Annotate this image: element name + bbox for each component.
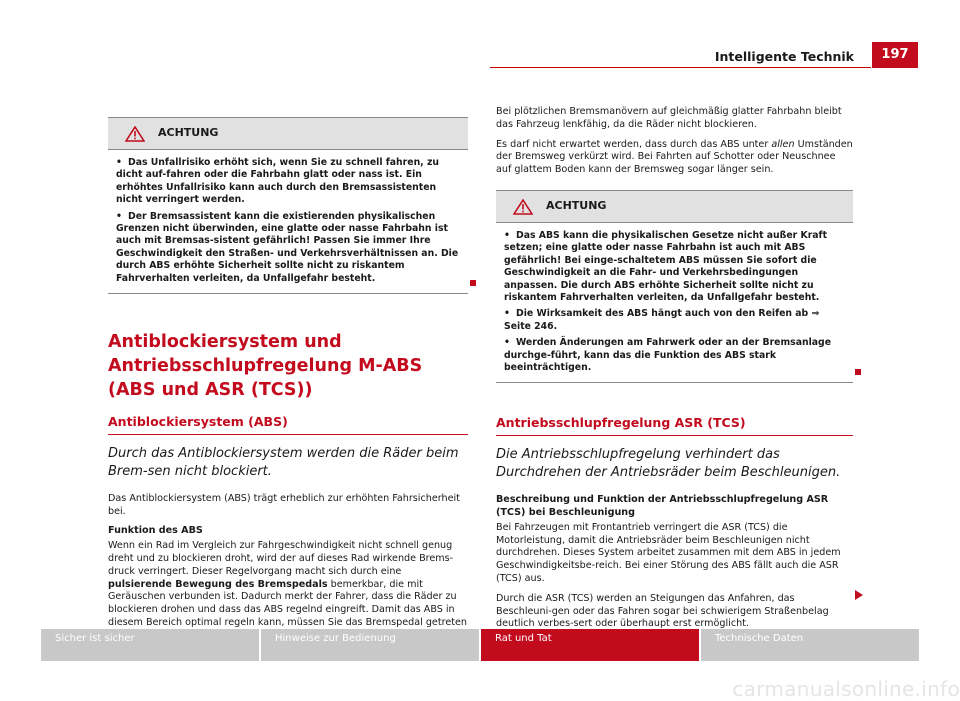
- footer-tab-sicher[interactable]: Sicher ist sicher: [41, 629, 259, 661]
- section-title: Antiblockiersystem und Antriebsschlupfregelung M-ABS (ABS und ASR (TCS)): [108, 332, 423, 401]
- warning-triangle-icon: [125, 126, 145, 142]
- warning-item: • Das ABS kann die physikalischen Gesetze nicht außer Kraft setzen; eine glatte oder nasse Fahrbahn ist auch mit ABS gefährlich! Bei einge-schaltetem ABS müssen Sie sofort die Geschwindigkeit an die Fahr- und Verkehrsbedingungen anpassen. Die durch ABS erhöhte Sicherheit sollte nicht zu riskantem Fahrverhalten verleiten, da Unfallgefahr besteht.: [504, 229, 828, 304]
- warning-title: ACHTUNG: [158, 126, 219, 139]
- warning-body: [108, 150, 468, 293]
- warning-item: • Das Unfallrisiko erhöht sich, wenn Sie zu schnell fahren, zu dicht auf-fahren oder die Fahrbahn glatt oder nass ist. Ein erhöhtes Unfallrisiko kann auch durch den Bremsassistenten nicht verringert werden.: [116, 157, 439, 206]
- right-column: [496, 106, 853, 638]
- warning-header: [496, 191, 853, 223]
- warning-item: • Werden Änderungen am Fahrwerk oder an der Bremsanlage durchge-führt, kann das die Funktion des ABS stark beeinträchtigen.: [504, 337, 832, 374]
- warning-body: [496, 223, 853, 382]
- warning-triangle-icon: [513, 199, 533, 215]
- paragraph: Wenn ein Rad im Vergleich zur Fahrgeschwindigkeit nicht schnell genug dreht und zu blockieren droht, wird der auf dieses Rad wirkende Brems-druck verringert. Dieser Regelvorgang macht sich durch eine pulsierende Bewegung des Bremspedals bemerkbar, die mit Geräuschen verbunden ist. Dadurch merkt der Fahrer, dass die Räder zu blockieren drohen und dass das ABS regelnd eingreift. Damit das ABS in diesem Bereich optimal regeln kann, müssen Sie das Bremspedal getreten: [108, 540, 467, 629]
- paragraph-heading: Beschreibung und Funktion der Antriebsschlupfregelung ASR (TCS) bei Beschleunigung: [496, 494, 829, 519]
- watermark: carmanualsonline.info: [732, 677, 960, 701]
- end-marker-icon: [855, 369, 861, 375]
- footer-tab-technische-daten[interactable]: Technische Daten: [701, 629, 919, 661]
- lead-text: Die Antriebsschlupfregelung verhindert das Durchdrehen der Antriebsräder beim Beschleunigen.: [496, 447, 841, 481]
- paragraph: Bei Fahrzeugen mit Frontantrieb verringert die ASR (TCS) die Motorleistung, damit die Antriebsräder beim Beschleunigen nicht durchdrehen. Dieses System arbeitet zusammen mit dem ABS in jedem Geschwindigkeitsbe-reich. Bei einer Störung des ABS fällt auch die ASR (TCS) aus.: [496, 521, 841, 585]
- paragraph-heading: Funktion des ABS: [108, 525, 203, 537]
- subsection-title: Antiblockiersystem (ABS): [108, 416, 468, 435]
- subsection-title: Antriebsschlupfregelung ASR (TCS): [496, 417, 853, 436]
- paragraph: Bei plötzlichen Bremsmanövern auf gleichmäßig glatter Fahrbahn bleibt das Fahrzeug lenkfähig, da die Räder nicht blockieren.: [496, 106, 842, 130]
- footer-tab-rat-und-tat[interactable]: Rat und Tat: [481, 629, 699, 661]
- footer-nav: [41, 629, 919, 661]
- warning-item: • Die Wirksamkeit des ABS hängt auch von den Reifen ab ⇒ Seite 246.: [504, 308, 820, 332]
- warning-box: [496, 190, 853, 383]
- lead-text: Durch das Antiblockiersystem werden die Räder beim Brem-sen nicht blockiert.: [108, 445, 459, 479]
- paragraph: Es darf nicht erwartet werden, dass durch das ABS unter allen Umständen der Bremsweg verkürzt wird. Bei Fahrten auf Schotter oder Neuschnee auf glattem Boden kann der Bremsweg sogar länger sein.: [496, 138, 853, 176]
- running-header-title: Intelligente Technik: [714, 49, 854, 64]
- page-number: 197: [872, 42, 918, 68]
- end-marker-icon: [470, 280, 476, 286]
- paragraph: Das Antiblockiersystem (ABS) trägt erheblich zur erhöhten Fahrsicherheit bei.: [108, 492, 460, 517]
- bold-phrase: pulsierende Bewegung des Bremspedals: [108, 578, 328, 590]
- header-rule: [490, 67, 871, 68]
- left-column: [108, 117, 468, 650]
- warning-header: [108, 118, 468, 150]
- warning-box: [108, 117, 468, 294]
- footer-tab-bedienung[interactable]: Hinweise zur Bedienung: [261, 629, 479, 661]
- continue-arrow-icon: [855, 590, 863, 600]
- paragraph: Durch die ASR (TCS) werden an Steigungen das Anfahren, das Beschleuni-gen oder das Fahren sogar bei schwierigem Straßenbelag deutlich verbes-sert oder überhaupt erst ermöglicht.: [496, 592, 829, 630]
- warning-title: ACHTUNG: [546, 198, 607, 212]
- italic-word: allen: [771, 138, 795, 150]
- warning-item: • Der Bremsassistent kann die existierenden physikalischen Grenzen nicht überwinden, eine glatte oder nasse Fahrbahn ist auch mit Bremsas-sistent gefährlich! Passen Sie immer Ihre Geschwindigkeit den Straßen- und Verkehrsverhältnissen an. Die durch ABS erhöhte Sicherheit sollte nicht zu riskantem Fahrverhalten verleiten, da Unfallgefahr besteht.: [116, 210, 459, 284]
